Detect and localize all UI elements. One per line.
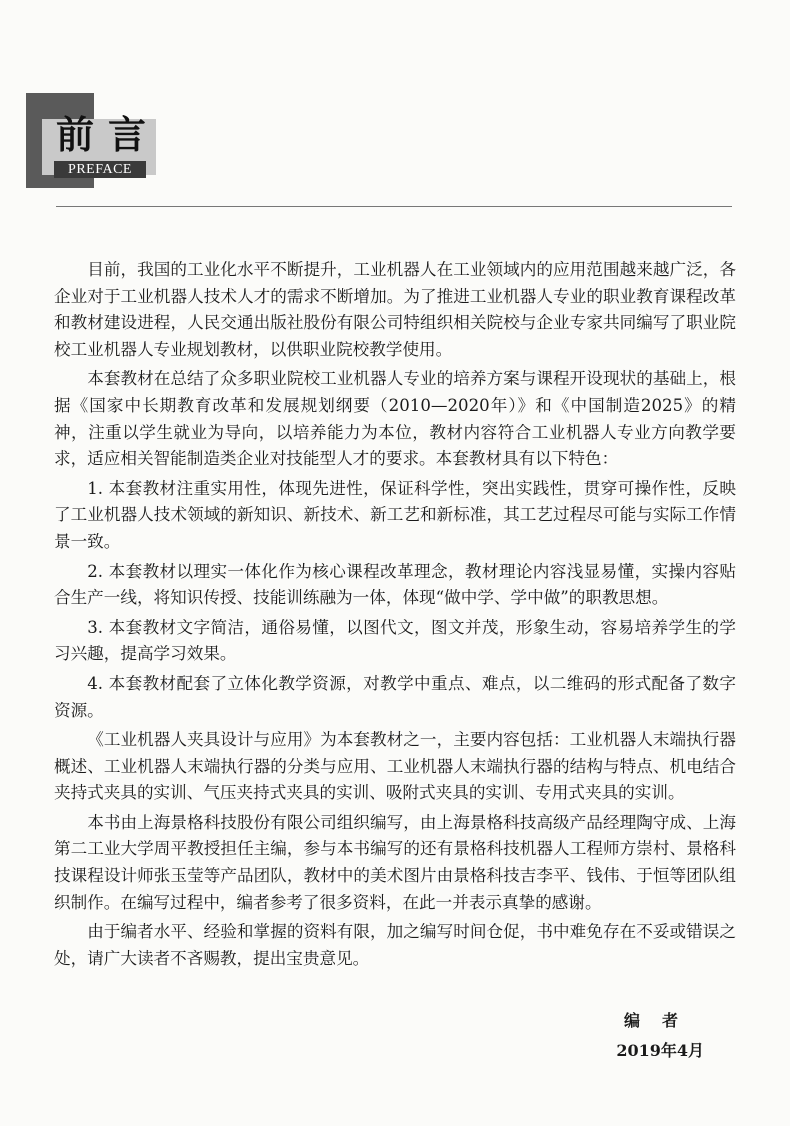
paragraph: 本书由上海景格科技股份有限公司组织编写，由上海景格科技高级产品经理陶守成、上海第二工业大学周平教授担任主编，参与本书编写的还有景格科技机器人工程师方崇村、景格科技课程设计师张玉莹等产品团队，教材中的美术图片由景格科技吉李平、钱伟、于恒等团队组织制作。在编写过程中，编者参考了很多资料，在此一并表示真挚的感谢。 [54,812,736,912]
signature-author: 编者 [623,1011,700,1030]
preface-body [54,257,736,972]
paragraph: 2. 本套教材以理实一体化作为核心课程改革理念，教材理论内容浅显易懂，实操内容贴合生产一线，将知识传授、技能训练融为一体，体现“做中学、学中做”的职教思想。 [54,561,736,608]
page-subtitle: PREFACE [54,161,146,178]
signature-block [616,1008,704,1064]
paragraph: 1. 本套教材注重实用性，体现先进性，保证科学性，突出实践性，贯穿可操作性，反映了工业机器人技术领域的新知识、新技术、新工艺和新标准，其工艺过程尽可能与实际工作情景一致。 [54,478,736,551]
preface-header-block [26,93,161,188]
paragraph: 由于编者水平、经验和掌握的资料有限，加之编写时间仓促，书中难免存在不妥或错误之处，请广大读者不吝赐教，提出宝贵意见。 [54,922,736,968]
paragraph: 《工业机器人夹具设计与应用》为本套教材之一，主要内容包括：工业机器人末端执行器概述、工业机器人末端执行器的分类与应用、工业机器人末端执行器的结构与特点、机电结合夹持式夹具的实训、气压夹持式夹具的实训、吸附式夹具的实训、专用式夹具的实训。 [54,730,736,803]
header-divider [56,206,732,207]
paragraph: 本套教材在总结了众多职业院校工业机器人专业的培养方案与课程开设现状的基础上，根据《国家中长期教育改革和发展规划纲要（2010—2020年）》和《中国制造2025》的精神，注重以学生就业为导向，以培养能力为本位，教材内容符合工业机器人专业方向教学要求，适应相关智能制造类企业对技能型人才的要求。本套教材具有以下特色： [54,369,736,469]
paragraph: 3. 本套教材文字简洁，通俗易懂，以图代文，图文并茂，形象生动，容易培养学生的学习兴趣，提高学习效果。 [54,617,736,664]
signature-date: 2019年4月 [616,1041,704,1060]
page-title: 前言 [56,112,161,157]
paragraph: 目前，我国的工业化水平不断提升，工业机器人在工业领域内的应用范围越来越广泛，各企业对于工业机器人技术人才的需求不断增加。为了推进工业机器人专业的职业教育课程改革和教材建设进程，人民交通出版社股份有限公司特组织相关院校与企业专家共同编写了职业院校工业机器人专业规划教材，以供职业院校教学使用。 [54,260,736,359]
paragraph: 4. 本套教材配套了立体化教学资源，对教学中重点、难点，以二维码的形式配备了数字资源。 [54,673,736,720]
